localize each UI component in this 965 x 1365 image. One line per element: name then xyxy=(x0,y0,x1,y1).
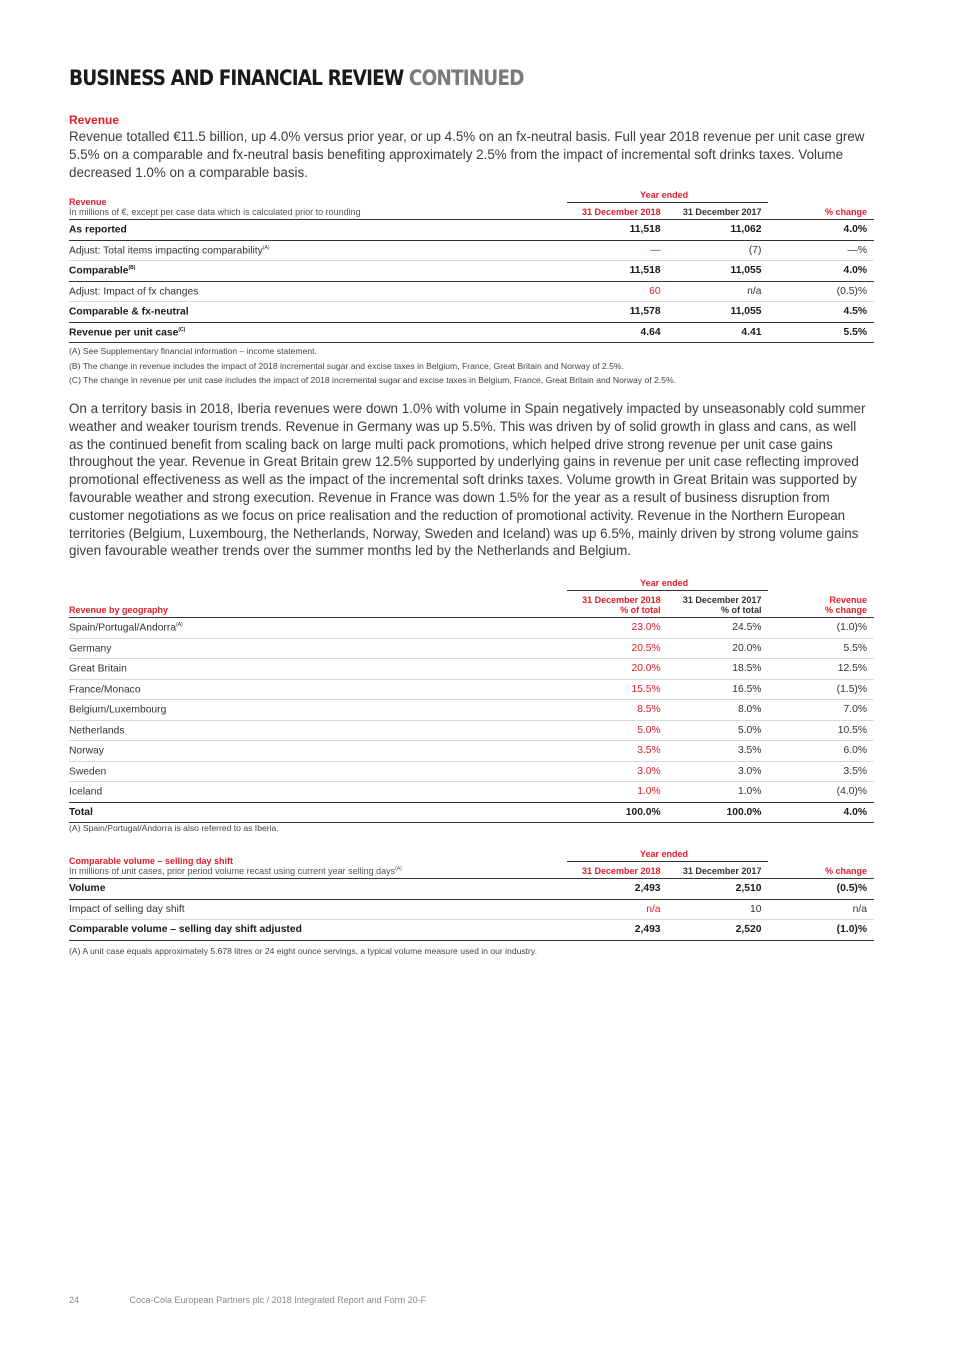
row-label-text: Volume xyxy=(69,883,106,895)
page-footer xyxy=(69,1295,426,1305)
table2-total-row xyxy=(69,802,874,823)
value-2018: 20.5% xyxy=(567,638,668,659)
row-footnote-ref: (A) xyxy=(262,244,270,251)
row-label-text: Spain/Portugal/Andorra xyxy=(69,622,177,634)
table-row xyxy=(69,782,874,803)
table-row xyxy=(69,920,874,941)
row-footnote-ref: (C) xyxy=(178,326,186,333)
value-change: 3.5% xyxy=(768,761,874,782)
table-row xyxy=(69,322,874,343)
table2-year-ended: Year ended xyxy=(567,576,769,591)
table3-col-2018: 31 December 2018 xyxy=(567,862,668,879)
value-2018: n/a xyxy=(567,899,668,920)
value-2018: 60 xyxy=(567,281,668,302)
table-row xyxy=(69,761,874,782)
table1-year-ended: Year ended xyxy=(567,188,769,203)
table2-col2a: 31 December 2018 xyxy=(582,595,661,605)
header-continued: CONTINUED xyxy=(408,66,524,90)
value-change: 12.5% xyxy=(768,659,874,680)
row-label xyxy=(69,741,567,762)
table-row xyxy=(69,302,874,323)
row-label xyxy=(69,761,567,782)
row-label xyxy=(69,679,567,700)
table2-col4b: % change xyxy=(824,605,867,615)
revenue-table xyxy=(69,188,874,343)
value-2017: 2,510 xyxy=(668,879,769,900)
value-2018: 1.0% xyxy=(567,782,668,803)
table1-col-change: % change xyxy=(768,203,874,220)
total-label: Total xyxy=(69,802,567,823)
value-change: 4.5% xyxy=(768,302,874,323)
section-title: Revenue xyxy=(69,113,120,127)
value-2017: (7) xyxy=(668,240,769,261)
total-change: 4.0% xyxy=(768,802,874,823)
row-label xyxy=(69,700,567,721)
table-row xyxy=(69,659,874,680)
row-label xyxy=(69,659,567,680)
row-label-text: Iceland xyxy=(69,786,103,798)
page-number: 24 xyxy=(69,1295,80,1305)
row-label-text: Netherlands xyxy=(69,724,125,736)
value-2017: 1.0% xyxy=(668,782,769,803)
table-row xyxy=(69,679,874,700)
value-2017: 5.0% xyxy=(668,720,769,741)
row-label-text: Sweden xyxy=(69,765,107,777)
value-2018: 11,518 xyxy=(567,261,668,282)
row-label-text: Adjust: Impact of fx changes xyxy=(69,285,199,297)
table-row xyxy=(69,638,874,659)
value-2017: 11,055 xyxy=(668,302,769,323)
total-2018: 100.0% xyxy=(567,802,668,823)
value-change: (0.5)% xyxy=(768,281,874,302)
row-label xyxy=(69,220,567,241)
value-2018: — xyxy=(567,240,668,261)
geography-table xyxy=(69,576,874,823)
row-label-text: Comparable & fx-neutral xyxy=(69,306,189,318)
value-2018: 2,493 xyxy=(567,879,668,900)
header-title: BUSINESS AND FINANCIAL REVIEW xyxy=(69,66,404,90)
table2-label: Revenue by geography xyxy=(69,605,169,615)
value-2017: 8.0% xyxy=(668,700,769,721)
value-2017: 3.0% xyxy=(668,761,769,782)
table-row xyxy=(69,741,874,762)
row-label-text: Comparable volume – selling day shift adjusted xyxy=(69,924,302,936)
value-2017: 18.5% xyxy=(668,659,769,680)
total-2017: 100.0% xyxy=(668,802,769,823)
table-row xyxy=(69,879,874,900)
value-2018: 2,493 xyxy=(567,920,668,941)
row-label-text: Norway xyxy=(69,745,104,757)
row-label xyxy=(69,899,567,920)
value-2017: 24.5% xyxy=(668,618,769,639)
value-2018: 3.5% xyxy=(567,741,668,762)
table-row xyxy=(69,700,874,721)
table-row xyxy=(69,899,874,920)
row-label-text: Adjust: Total items impacting comparability xyxy=(69,244,263,256)
value-2018: 11,518 xyxy=(567,220,668,241)
table-row xyxy=(69,281,874,302)
table1-col-2017: 31 December 2017 xyxy=(668,203,769,220)
value-change: (4.0)% xyxy=(768,782,874,803)
value-change: (1.5)% xyxy=(768,679,874,700)
note-a: (A) See Supplementary financial information – income statement. xyxy=(69,346,317,356)
table2-note: (A) Spain/Portugal/Andorra is also referred to as Iberia. xyxy=(69,823,279,833)
table2-col3a: 31 December 2017 xyxy=(682,595,762,605)
value-2017: 3.5% xyxy=(668,741,769,762)
value-2018: 5.0% xyxy=(567,720,668,741)
row-label xyxy=(69,302,567,323)
table3-note: (A) A unit case equals approximately 5.678 litres or 24 eight ounce servings, a typical volume measure used in our industry. xyxy=(69,946,537,956)
value-change: —% xyxy=(768,240,874,261)
row-footnote-ref: (B) xyxy=(128,265,136,272)
value-2018: 11,578 xyxy=(567,302,668,323)
table3-sub-sup: (A) xyxy=(395,866,402,872)
value-2017: 10 xyxy=(668,899,769,920)
table-row xyxy=(69,618,874,639)
value-change: (1.0)% xyxy=(768,920,874,941)
table2-col3b: % of total xyxy=(720,605,762,615)
row-label xyxy=(69,638,567,659)
value-change: (0.5)% xyxy=(768,879,874,900)
value-2018: 3.0% xyxy=(567,761,668,782)
row-label xyxy=(69,261,567,282)
note-b: (B) The change in revenue includes the impact of 2018 incremental sugar and excise taxes in Belgium, France, Great Britain and Norway of 2.5%. xyxy=(69,360,624,371)
table-row xyxy=(69,240,874,261)
value-change: 4.0% xyxy=(768,220,874,241)
row-label-text: As reported xyxy=(69,224,127,236)
table1-label: Revenue xyxy=(69,197,107,207)
value-2017: 20.0% xyxy=(668,638,769,659)
row-label-text: Belgium/Luxembourg xyxy=(69,704,167,716)
table1-col-2018: 31 December 2018 xyxy=(567,203,668,220)
value-change: 4.0% xyxy=(768,261,874,282)
value-change: n/a xyxy=(768,899,874,920)
row-label xyxy=(69,281,567,302)
value-2017: n/a xyxy=(668,281,769,302)
row-label xyxy=(69,240,567,261)
table3-label: Comparable volume – selling day shift xyxy=(69,856,234,866)
value-change: 10.5% xyxy=(768,720,874,741)
table3-col-change: % change xyxy=(768,862,874,879)
row-label-text: France/Monaco xyxy=(69,683,141,695)
row-label-text: Great Britain xyxy=(69,663,127,675)
territory-paragraph: On a territory basis in 2018, Iberia revenues were down 1.0% with volume in Spain negatively impacted by unseasonably cold summer weather and weaker tourism trends. Revenue in Germany was up 5.5%. This was driven by of solid growth in glass and cans, as well as the continued benefit from scaling back on large multi pack promotions, which helped drive strong revenue per unit case gains throughout the year. Revenue in Great Britain grew 12.5% supported by underlying gains in revenue per unit case reflecting improved promotional effectiveness as well as the impact of the incremental soft drinks taxes. Volume growth in Great Britain was supported by favourable weather and strong execution. Revenue in France was down 1.5% for the year as a result of business disruption from customer negotiations as we focus on price realisation and the reduction of promotional activity. Revenue in the Northern European territories (Belgium, Luxembourg, the Netherlands, Norway, Sweden and Iceland) was up 6.5%, mainly driven by strong volume gains given favourable weather trends over the summer months led by the Netherlands and Belgium. xyxy=(69,401,866,559)
value-change: 5.5% xyxy=(768,638,874,659)
table1-notes xyxy=(69,344,676,388)
row-label xyxy=(69,720,567,741)
value-2018: 15.5% xyxy=(567,679,668,700)
value-2017: 16.5% xyxy=(668,679,769,700)
table1-sub: In millions of €, except per case data which is calculated prior to rounding xyxy=(69,207,361,217)
value-2017: 11,062 xyxy=(668,220,769,241)
footer-text: Coca-Cola European Partners plc / 2018 Integrated Report and Form 20-F xyxy=(129,1295,427,1305)
row-label-text: Revenue per unit case xyxy=(69,326,179,338)
value-2017: 2,520 xyxy=(668,920,769,941)
value-2018: 20.0% xyxy=(567,659,668,680)
intro-paragraph: Revenue totalled €11.5 billion, up 4.0% versus prior year, or up 4.5% on an fx-neutral basis. Full year 2018 revenue per unit case grew 5.5% on a comparable and fx-neutral basis benefiting approximately 2.5% from the impact of incremental soft drinks taxes. Volume decreased 1.0% on a comparable basis. xyxy=(69,129,865,180)
value-2018: 4.64 xyxy=(567,322,668,343)
volume-table xyxy=(69,847,874,941)
value-change: 5.5% xyxy=(768,322,874,343)
row-label xyxy=(69,322,567,343)
table3-year-ended: Year ended xyxy=(567,847,769,862)
row-label xyxy=(69,920,567,941)
table-row xyxy=(69,720,874,741)
row-footnote-ref: (A) xyxy=(176,622,183,629)
value-2018: 8.5% xyxy=(567,700,668,721)
row-label-text: Germany xyxy=(69,642,112,654)
row-label xyxy=(69,879,567,900)
value-change: (1.0)% xyxy=(768,618,874,639)
page-header xyxy=(69,66,524,90)
table-row xyxy=(69,261,874,282)
value-2017: 4.41 xyxy=(668,322,769,343)
row-label xyxy=(69,782,567,803)
note-c: (C) The change in revenue per unit case includes the impact of 2018 incremental sugar and excise taxes in Belgium, France, Great Britain and Norway of 2.5%. xyxy=(69,375,676,385)
table2-col2b: % of total xyxy=(620,605,661,615)
table2-col4a: Revenue xyxy=(829,595,867,605)
row-label-text: Impact of selling day shift xyxy=(69,903,185,915)
table3-col-2017: 31 December 2017 xyxy=(668,862,769,879)
value-2017: 11,055 xyxy=(668,261,769,282)
table-row xyxy=(69,220,874,241)
value-2018: 23.0% xyxy=(567,618,668,639)
value-change: 7.0% xyxy=(768,700,874,721)
row-label-text: Comparable xyxy=(69,265,129,277)
table3-sub: In millions of unit cases, prior period volume recast using current year selling days xyxy=(69,866,396,876)
value-change: 6.0% xyxy=(768,741,874,762)
row-label xyxy=(69,618,567,639)
